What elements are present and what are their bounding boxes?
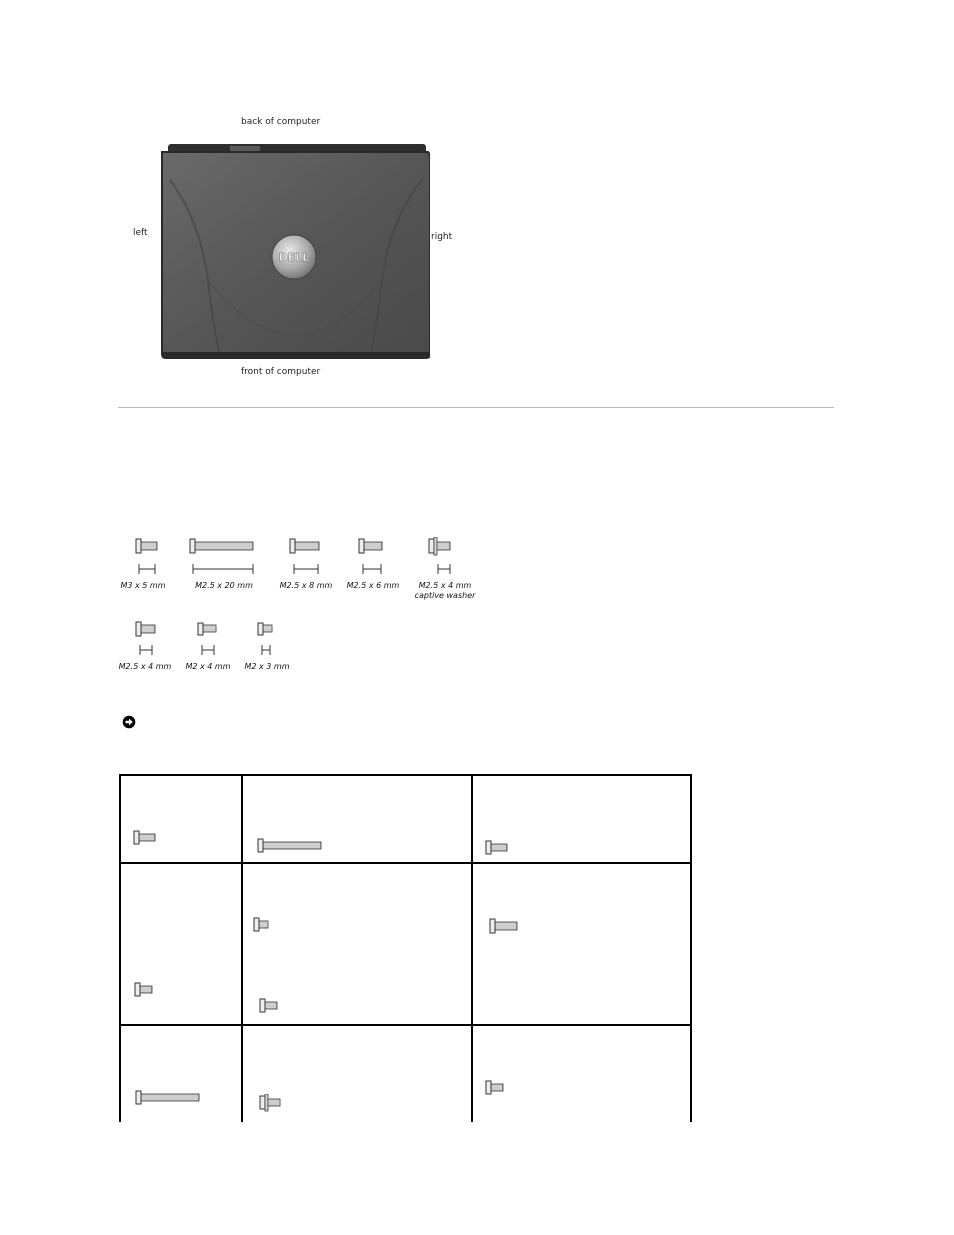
screw-label: M2 x 4 mm	[185, 662, 231, 671]
screw-m2-5x8-icon	[489, 918, 519, 936]
screw-m2-5x8-icon	[289, 538, 321, 556]
screw-label: M2 x 3 mm	[244, 662, 290, 671]
table-row	[120, 1025, 691, 1122]
screw-sublabel: captive washer	[414, 591, 476, 600]
table-cell	[472, 775, 691, 863]
dimension-captive-washer	[437, 564, 451, 574]
screw-label: M2.5 x 8 mm	[279, 581, 333, 590]
screw-m2x4-icon	[259, 998, 279, 1014]
table-cell	[242, 1025, 472, 1122]
screw-m2-5x4-icon	[134, 982, 154, 998]
table-cell	[120, 863, 242, 1025]
screw-m3x5-icon	[135, 538, 159, 556]
screw-m3x5-icon	[133, 830, 157, 846]
screw-label: M2.5 x 6 mm	[346, 581, 400, 590]
screw-m2x4-icon	[197, 621, 219, 639]
table-cell	[242, 775, 472, 863]
screw-m2-5x4-icon	[485, 1080, 505, 1096]
screw-captive-washer-icon	[259, 1094, 283, 1112]
dell-logo: DELL	[278, 251, 310, 264]
dimension-m2-5x8	[293, 564, 319, 574]
table-cell	[472, 1025, 691, 1122]
table-cell	[242, 863, 472, 1025]
back-of-computer-label: back of computer	[241, 117, 321, 127]
front-of-computer-label: front of computer	[241, 367, 321, 377]
table-row	[120, 775, 691, 863]
left-label: left	[133, 228, 148, 238]
right-label: right	[431, 232, 453, 242]
screw-label: M2.5 x 4 mm	[118, 662, 172, 671]
table-cell	[120, 1025, 242, 1122]
screw-captive-washer-icon	[428, 537, 452, 557]
screw-label: M2.5 x 4 mm	[418, 581, 472, 590]
dimension-m2-5x6	[362, 564, 382, 574]
screw-m2x3-icon	[253, 916, 271, 934]
screw-label: M2.5 x 20 mm	[195, 581, 253, 590]
screw-location-table	[119, 774, 692, 1122]
table-cell	[472, 863, 691, 1025]
screw-m2-5x6-icon	[485, 840, 509, 856]
dimension-m2x3	[261, 645, 271, 655]
screw-m2-5x6-icon	[358, 538, 384, 556]
screw-m2-5x20-icon	[189, 538, 255, 556]
screw-m2-5x4-icon	[135, 621, 157, 639]
laptop-lid-image	[160, 140, 430, 362]
screw-label: M3 x 5 mm	[120, 581, 166, 590]
notice-arrow-icon	[122, 715, 136, 729]
screw-m2-5x20-icon	[135, 1090, 201, 1106]
screw-m2-5x20-icon	[257, 838, 323, 854]
dimension-m2-5x4	[139, 645, 153, 655]
screw-m2x3-icon	[257, 621, 275, 639]
dimension-m2x4	[201, 645, 215, 655]
table-row	[120, 863, 691, 1025]
dimension-m3x5	[138, 564, 156, 574]
table-cell	[120, 775, 242, 863]
section-divider	[118, 407, 834, 408]
dimension-m2-5x20	[192, 564, 254, 574]
